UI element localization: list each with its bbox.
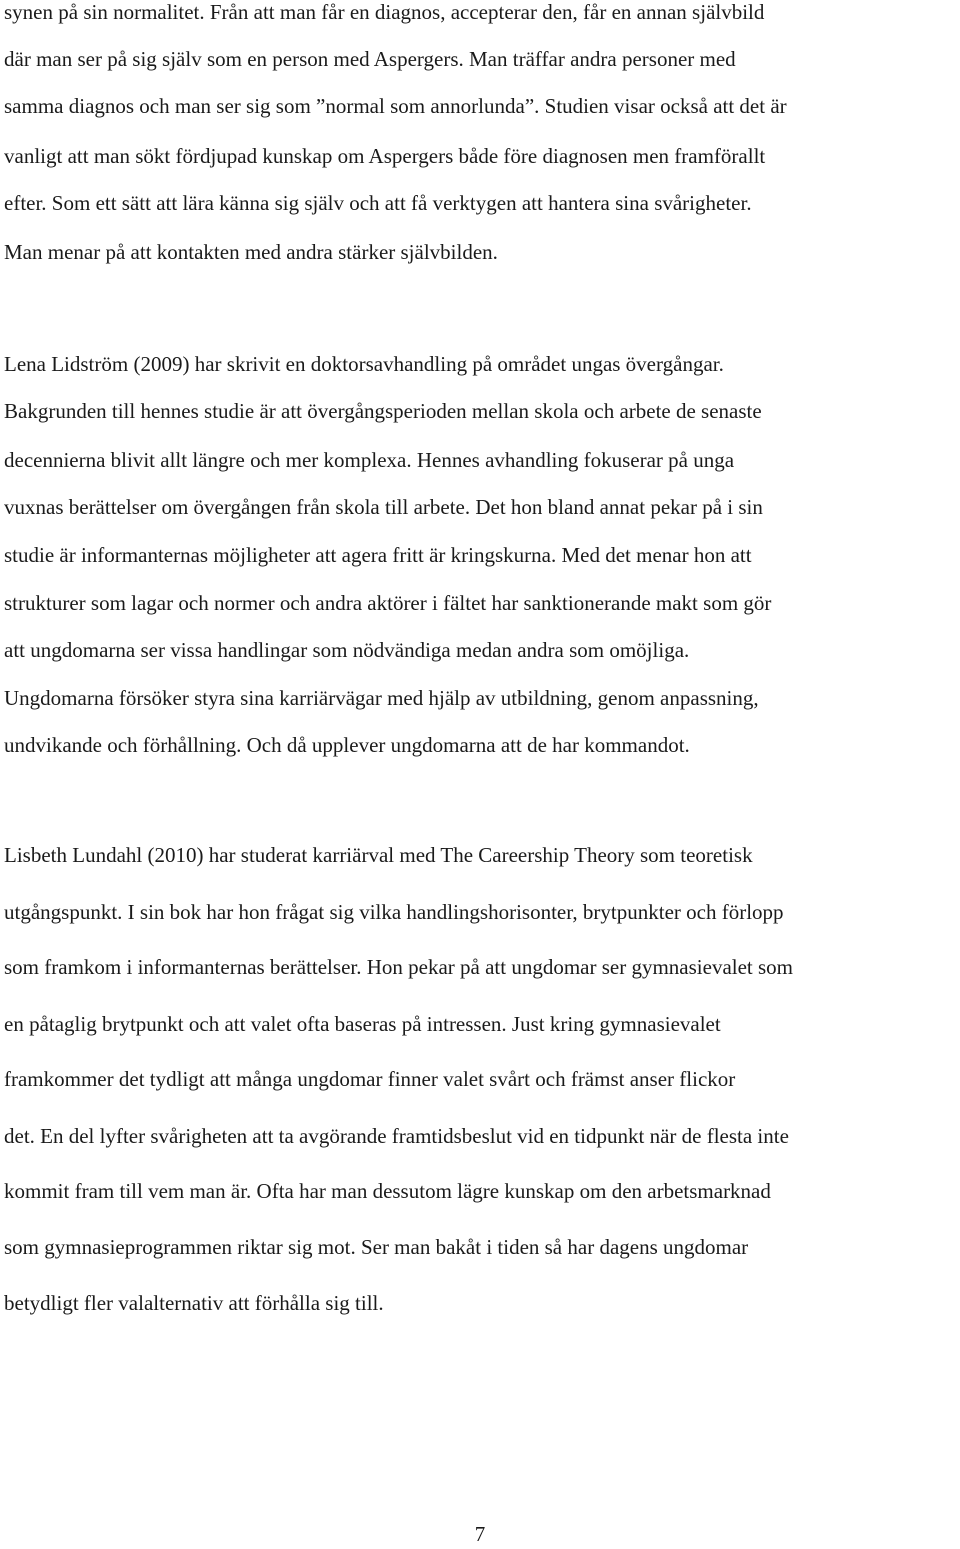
text-line: Lisbeth Lundahl (2010) har studerat karriärval med The Careership Theory som teoretisk [4, 843, 753, 867]
text-line: Ungdomarna försöker styra sina karriärvägar med hjälp av utbildning, genom anpassning, [4, 686, 759, 710]
text-line: där man ser på sig själv som en person med Aspergers. Man träffar andra personer med [4, 47, 736, 71]
text-line: vuxnas berättelser om övergången från skola till arbete. Det hon bland annat pekar på i sin [4, 495, 763, 519]
text-line: decennierna blivit allt längre och mer komplexa. Hennes avhandling fokuserar på unga [4, 448, 735, 472]
text-line: synen på sin normalitet. Från att man får en diagnos, accepterar den, får en annan självbild [4, 0, 765, 24]
text-line: undvikande och förhållning. Och då upplever ungdomarna att de har kommandot. [4, 733, 690, 757]
text-line: en påtaglig brytpunkt och att valet ofta baseras på intressen. Just kring gymnasievalet [4, 1012, 721, 1036]
text-line: strukturer som lagar och normer och andra aktörer i fältet har sanktionerande makt som gör [4, 591, 772, 615]
text-line: Man menar på att kontakten med andra stärker självbilden. [4, 240, 498, 264]
text-line: kommit fram till vem man är. Ofta har man dessutom lägre kunskap om den arbetsmarknad [4, 1179, 771, 1203]
text-line: utgångspunkt. I sin bok har hon frågat sig vilka handlingshorisonter, brytpunkter och förlopp [4, 900, 784, 924]
text-line: Bakgrunden till hennes studie är att övergångsperioden mellan skola och arbete de senaste [4, 399, 762, 423]
page-number: 7 [474, 1522, 486, 1546]
text-line: som gymnasieprogrammen riktar sig mot. Ser man bakåt i tiden så har dagens ungdomar [4, 1235, 749, 1259]
text-line: betydligt fler valalternativ att förhålla sig till. [4, 1291, 384, 1315]
text-line: vanligt att man sökt fördjupad kunskap om Aspergers både före diagnosen men framförallt [4, 144, 766, 168]
text-line: det. En del lyfter svårigheten att ta avgörande framtidsbeslut vid en tidpunkt när de flesta inte [4, 1124, 789, 1148]
text-line: att ungdomarna ser vissa handlingar som nödvändiga medan andra som omöjliga. [4, 638, 690, 662]
text-line: samma diagnos och man ser sig som ”normal som annorlunda”. Studien visar också att det är [4, 94, 787, 118]
text-line: framkommer det tydligt att många ungdomar finner valet svårt och främst anser flickor [4, 1067, 736, 1091]
text-line: efter. Som ett sätt att lära känna sig själv och att få verktygen att hantera sina svårigheter. [4, 191, 752, 215]
text-line: studie är informanternas möjligheter att agera fritt är kringskurna. Med det menar hon att [4, 543, 752, 567]
text-line: Lena Lidström (2009) har skrivit en doktorsavhandling på området ungas övergångar. [4, 352, 724, 376]
text-line: som framkom i informanternas berättelser. Hon pekar på att ungdomar ser gymnasievalet som [4, 955, 794, 979]
